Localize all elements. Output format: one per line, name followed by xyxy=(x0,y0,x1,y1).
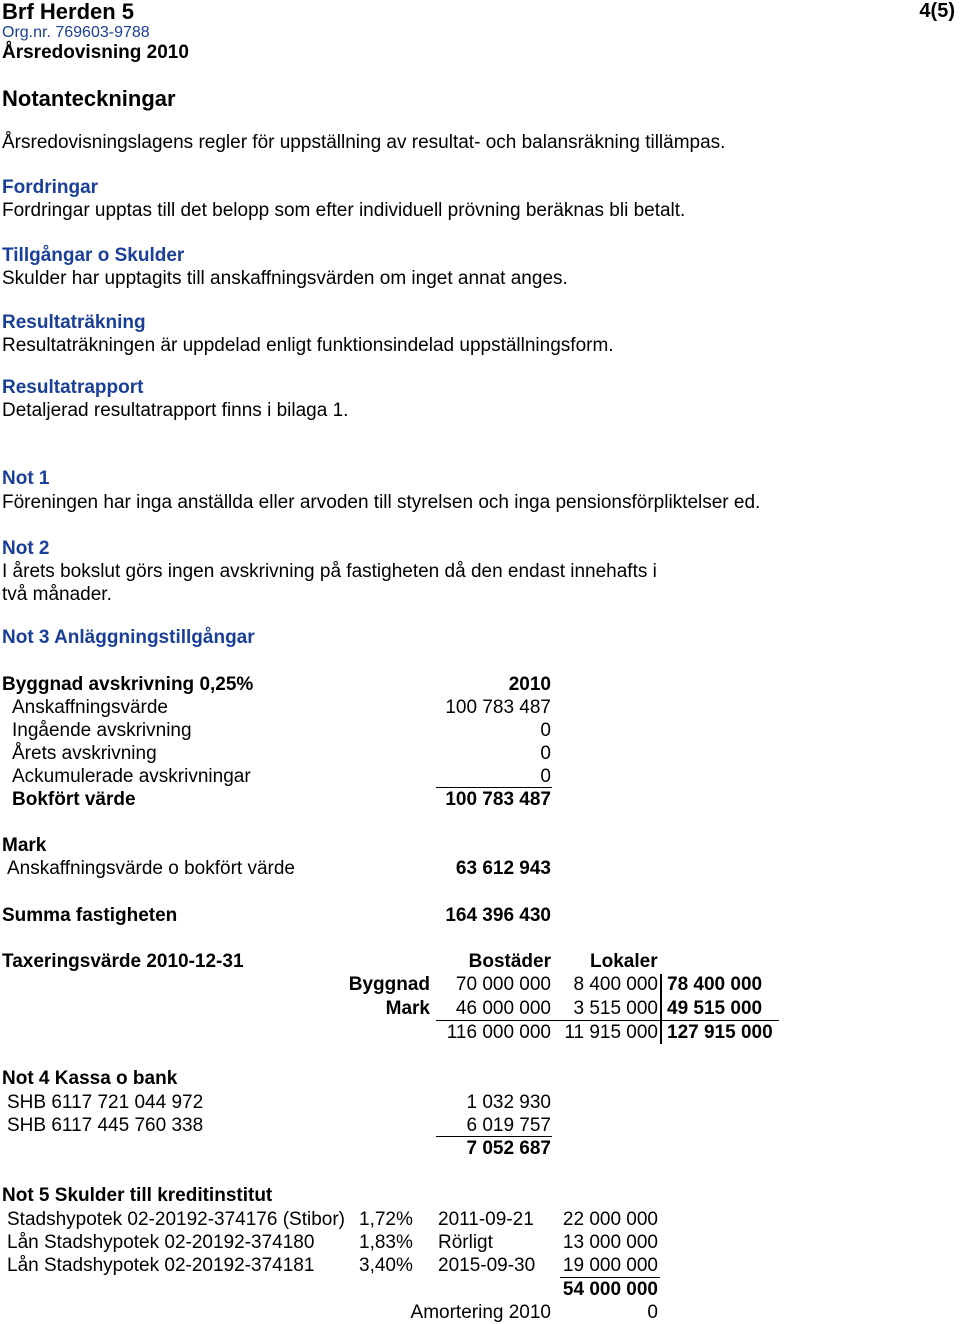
not3-heading: Not 3 Anläggningstillgångar xyxy=(2,627,255,648)
loan-lender: Lån Stadshypotek 02-20192-374181 xyxy=(7,1255,315,1276)
mark-heading: Mark xyxy=(2,835,47,856)
loan-total: 54 000 000 xyxy=(562,1279,658,1300)
org-name: Brf Herden 5 xyxy=(2,0,135,24)
tax-row-bostader: 46 000 000 xyxy=(455,998,551,1019)
loan-lender: Stadshypotek 02-20192-374176 (Stibor) xyxy=(7,1209,346,1230)
policy-heading: Resultaträkning xyxy=(2,312,146,333)
loan-amount: 22 000 000 xyxy=(562,1209,658,1230)
building-depreciation-label: Byggnad avskrivning 0,25% xyxy=(2,674,254,695)
loan-rate: 1,83% xyxy=(359,1232,413,1253)
policy-text: Fordringar upptas till det belopp som efter individuell prövning beräknas bli betalt. xyxy=(2,200,686,221)
not1-heading: Not 1 xyxy=(2,468,50,489)
policy-text: Detaljerad resultatrapport finns i bilaga 1. xyxy=(2,400,349,421)
bank-sum-rule xyxy=(436,1136,552,1137)
asset-row-value: 100 783 487 xyxy=(445,697,551,718)
not2-heading: Not 2 xyxy=(2,538,50,559)
asset-row-value: 0 xyxy=(540,720,551,741)
policy-text: Resultaträkningen är uppdelad enligt funktionsindelad uppställningsform. xyxy=(2,335,614,356)
tax-row-lokaler: 8 400 000 xyxy=(573,974,658,995)
loan-rate: 3,40% xyxy=(359,1255,413,1276)
not2-text: I årets bokslut görs ingen avskrivning på fastigheten då den endast innehafts i xyxy=(2,561,657,582)
tax-row-bostader: 70 000 000 xyxy=(455,974,551,995)
tax-sum-rule xyxy=(436,1020,779,1021)
mark-label: Anskaffningsvärde o bokfört värde xyxy=(7,858,295,879)
bank-account-label: SHB 6117 445 760 338 xyxy=(7,1115,204,1136)
tax-row-label: Byggnad xyxy=(348,974,430,995)
tax-value-heading: Taxeringsvärde 2010-12-31 xyxy=(2,951,244,972)
not1-text: Föreningen har inga anställda eller arvoden till styrelsen och inga pensionsförpliktelser ed. xyxy=(2,492,761,513)
bank-account-value: 6 019 757 xyxy=(466,1115,551,1136)
loan-date: 2015-09-30 xyxy=(438,1255,536,1276)
policy-heading: Resultatrapport xyxy=(2,377,144,398)
notes-title: Notanteckningar xyxy=(2,86,176,111)
property-sum-label: Summa fastigheten xyxy=(2,905,178,926)
policy-heading: Tillgångar o Skulder xyxy=(2,245,185,266)
asset-row-label: Ackumulerade avskrivningar xyxy=(12,766,251,787)
loan-amount: 19 000 000 xyxy=(562,1255,658,1276)
bank-total: 7 052 687 xyxy=(466,1138,551,1159)
loan-sum-rule xyxy=(560,1277,660,1278)
loan-amount: 13 000 000 xyxy=(562,1232,658,1253)
tax-row-label: Mark xyxy=(385,998,430,1019)
policy-heading: Fordringar xyxy=(2,177,99,198)
tax-row-total: 49 515 000 xyxy=(667,998,763,1019)
loan-date: Rörligt xyxy=(438,1232,493,1253)
col-lokaler: Lokaler xyxy=(590,951,658,972)
not4-heading: Not 4 Kassa o bank xyxy=(2,1068,178,1089)
tax-total-lokaler: 11 915 000 xyxy=(564,1022,658,1043)
book-value: 100 783 487 xyxy=(445,789,551,810)
not5-heading: Not 5 Skulder till kreditinstitut xyxy=(2,1185,273,1206)
tax-total-total: 127 915 000 xyxy=(667,1022,773,1043)
bank-account-value: 1 032 930 xyxy=(466,1092,551,1113)
asset-row-value: 0 xyxy=(540,743,551,764)
col-bostader: Bostäder xyxy=(468,951,551,972)
asset-row-value: 0 xyxy=(540,766,551,787)
loan-lender: Lån Stadshypotek 02-20192-374180 xyxy=(7,1232,315,1253)
asset-row-label: Anskaffningsvärde xyxy=(12,697,168,718)
not2-text-cont: två månader. xyxy=(2,584,112,605)
book-value-label: Bokfört värde xyxy=(12,789,136,810)
amortering-value: 0 xyxy=(647,1302,658,1323)
tax-row-total: 78 400 000 xyxy=(667,974,763,995)
tax-column-divider xyxy=(660,974,662,1044)
policy-text: Skulder har upptagits till anskaffningsvärden om inget annat anges. xyxy=(2,268,568,289)
asset-row-label: Ingående avskrivning xyxy=(12,720,192,741)
tax-total-bostader: 116 000 000 xyxy=(446,1022,551,1043)
amortering-label: Amortering 2010 xyxy=(410,1302,551,1323)
loan-rate: 1,72% xyxy=(359,1209,413,1230)
mark-value: 63 612 943 xyxy=(455,858,551,879)
org-number: Org.nr. 769603-9788 xyxy=(2,24,150,41)
page-number: 4(5) xyxy=(919,0,955,22)
year-header: 2010 xyxy=(508,674,551,695)
loan-date: 2011-09-21 xyxy=(438,1209,534,1230)
tax-row-lokaler: 3 515 000 xyxy=(573,998,658,1019)
report-title: Årsredovisning 2010 xyxy=(2,42,189,63)
property-sum-value: 164 396 430 xyxy=(445,905,551,926)
intro-text: Årsredovisningslagens regler för uppställning av resultat- och balansräkning tillämpas. xyxy=(2,132,726,153)
asset-row-label: Årets avskrivning xyxy=(12,743,157,764)
sum-rule xyxy=(436,787,552,788)
bank-account-label: SHB 6117 721 044 972 xyxy=(7,1092,204,1113)
